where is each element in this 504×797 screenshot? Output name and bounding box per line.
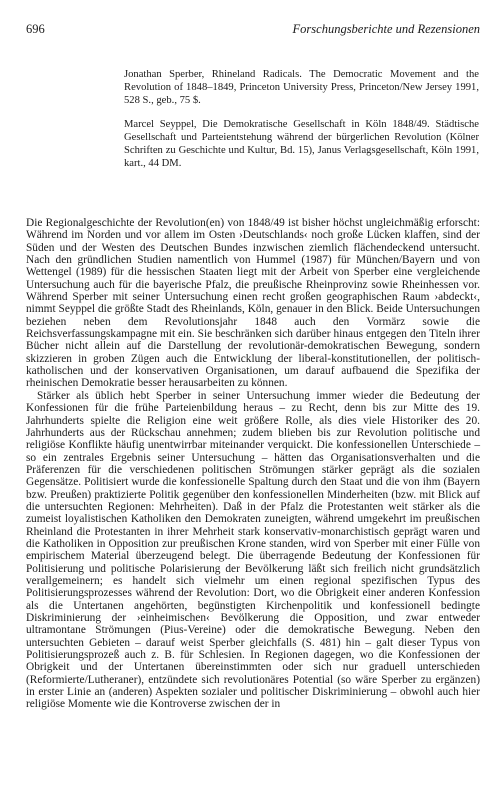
running-title: Forschungsberichte und Rezensionen <box>292 22 480 36</box>
body-paragraph: Die Regionalgeschichte der Revolution(en) von 1848/49 ist bisher höchst ungleichmäßig erforscht: Während im Norden und vor allem im Osten ›Deutschlands‹ noch große Lücken klaffen, sind der Süden und der Westen des Deutschen Bundes inzwischen ziemlich flächendeckend untersucht. Nach den gründlichen Studien namentlich von Hummel (1987) für München/Bayern und von Wettengel (1989) für die hessischen Staaten liegt mit der Arbeit von Sperber eine vergleichende Untersuchung auch für die bayerische Pfalz, die preußische Rheinprovinz sowie Rheinhessen vor. Während Sperber mit seiner Untersuchung einen recht großen geographischen Raum ›abdeckt‹, nimmt Seyppel die größte Stadt des Rheinlands, Köln, genauer in den Blick. Beide Untersuchungen beziehen neben dem Revolutionsjahr 1848 auch den Vormärz sowie die Reichsverfassungskampagne mit ein. Sie beschränken sich darüber hinaus entgegen den Titeln ihrer Bücher nicht allein auf die Darstellung der revolutionär-demokratischen Bewegung, sondern skizzieren in groben Zügen auch die Entwicklung der liberal-konstitutionellen, der politisch-katholischen und der konservativen Organisationen, um darauf aufbauend die Spezifika der rheinischen Demokratie besser herausarbeiten zu können. <box>26 217 480 390</box>
review-body <box>26 217 480 711</box>
body-paragraph: Stärker als üblich hebt Sperber in seiner Untersuchung immer wieder die Bedeutung der Konfessionen für die frühe Parteienbildung heraus – zu Recht, denn bis zur Mitte des 19. Jahrhunderts spielte die Religion eine weit größere Rolle, als dies viele Historiker des 20. Jahrhunderts aus der Rückschau annehmen; zudem blieben bis zur Revolution politische und religiöse Konflikte häufig unentwirrbar miteinander verquickt. Die konfessionellen Unterschiede – so ein zentrales Ergebnis seiner Untersuchung – hätten das Organisationsverhalten und die Präferenzen für die verschiedenen politischen Strömungen stärker geprägt als die sozialen Gegensätze. Politisiert wurde die konfessionelle Spaltung durch den Staat und die von ihm (Bayern bzw. Preußen) praktizierte Politik gegenüber den konfessionellen Minderheiten (bzw. mit Blick auf die untersuchten Regionen: Mehrheiten). Daß in der Pfalz die Protestanten weit stärker als die zumeist loyalistischen Katholiken den Demokraten zuneigten, während umgekehrt im preußischen Rheinland die Protestanten in ihrer Mehrheit stark konservativ-monarchistisch geprägt waren und die Katholiken in Opposition zur preußischen Krone standen, wird von Sperber mit einer Fülle von empirischem Material überzeugend belegt. Die überragende Bedeutung der Konfessionen für Politisierung und politische Polarisierung der Bevölkerung läßt sich freilich nicht grundsätzlich verallgemeinern; es handelt sich vielmehr um einen regional spezifischen Typus des Politisierungsprozesses während der Revolution: Dort, wo die Obrigkeit einer anderen Konfession als die Untertanen angehörten, begünstigten Kirchenpolitik und konfessionell bedingte Diskriminierung der ›einheimischen‹ Bevölkerung die Opposition, und zwar entweder ultramontane Strömungen (Pius-Vereine) oder die demokratische Bewegung. Neben den untersuchten Gebieten – darauf weist Sperber gleichfalls (S. 481) hin – galt dieser Typus von Politisierungsprozeß auch z. B. für Schlesien. In Regionen dagegen, wo die Konfessionen der Obrigkeit und der Untertanen übereinstimmten oder sich nur graduell unterschieden (Reformierte/Lutheraner), entzündete sich revolutionäres Potential (so wäre Sperber zu ergänzen) in erster Linie an (anderen) Aspekten sozialer und politischer Diskriminierung – obwohl auch hier religiöse Momente wie die Kontroverse zwischen der in <box>26 389 480 711</box>
book-reference: Jonathan Sperber, Rhineland Radicals. The Democratic Movement and the Revolution of 1848–1849, Princeton University Press, Princeton/New Jersey 1991, 528 S., geb., 75 $. <box>124 69 479 106</box>
page-header <box>26 22 480 38</box>
reviewed-books <box>124 68 479 181</box>
page-number: 696 <box>26 22 45 36</box>
book-reference: Marcel Seyppel, Die Demokratische Gesellschaft in Köln 1848/49. Städtische Gesellschaft und Parteientstehung während der bürgerlichen Revolution (Kölner Schriften zu Geschichte und Kultur, Bd. 15), Janus Verlagsgesellschaft, Köln 1991, kart., 44 DM. <box>124 119 479 169</box>
